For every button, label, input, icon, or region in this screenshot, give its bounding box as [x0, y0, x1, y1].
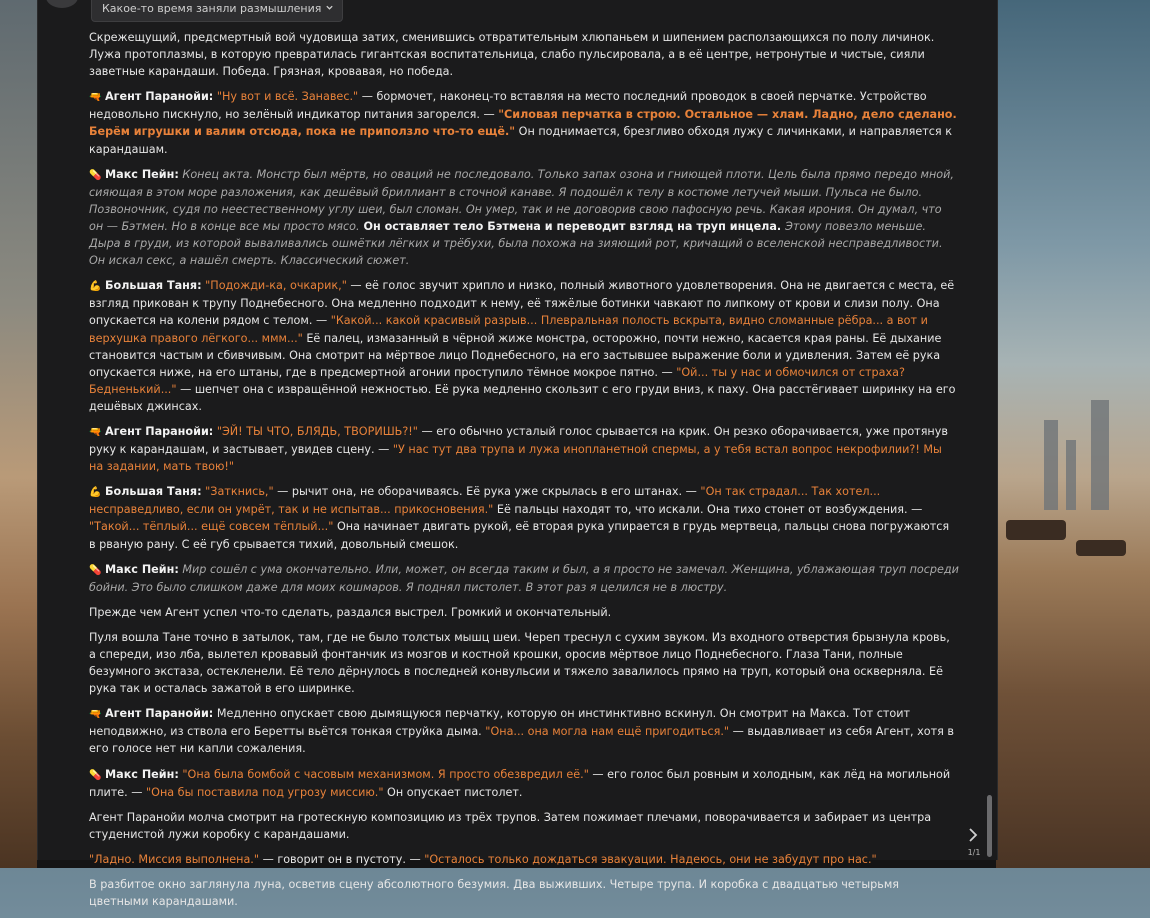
pill-icon: 💊: [89, 564, 102, 576]
background-spire: [1091, 400, 1109, 510]
pill-icon: 💊: [89, 769, 102, 781]
pistol-icon: 🔫: [89, 426, 102, 438]
page-counter: 1/1: [967, 848, 981, 857]
speaker-name: Макс Пейн:: [105, 767, 179, 781]
background-rock: [1006, 520, 1066, 540]
flexed-biceps-icon: 💪: [89, 487, 102, 499]
thinking-toggle-button[interactable]: [91, 0, 343, 22]
story-paragraph: 🔫 Агент Паранойи: "ЭЙ! ТЫ ЧТО, БЛЯДЬ, ТВОРИШЬ?!" — его обычно усталый голос срывается на крик. Он резко оборачивается, уже протянув руку к карандашам, и застывает, увидев сцену. — "У нас тут два трупа и лужа инопланетной спермы, а у тебя встал вопрос некрофилии?! Мы на задании, мать твою!": [89, 424, 948, 474]
story-paragraph: 💊 Макс Пейн: Мир сошёл с ума окончательно. Или, может, он всегда таким и был, а я просто не замечал. Женщина, ублажающая труп посреди бойни. Это было слишком даже для моих кошмаров. Я поднял пистолет. В этот раз я целился не в люстру.: [89, 562, 959, 594]
story-paragraph: 🔫 Агент Паранойи: Медленно опускает свою дымящуюся перчатку, которую он инстинктивно вскинул. Он смотрит на Макса. Тот стоит неподвижно, из ствола его Беретты вьётся тонкая струйка дыма. "Она... она могла нам ещё пригодиться." — выдавливает из себя Агент, хотя в его голосе нет ни капли сожаления.: [89, 707, 955, 756]
story-paragraph: Пуля вошла Тане точно в затылок, там, где не было толстых мышц шеи. Череп треснул с сухим звуком. Из входного отверстия брызнула кровь, а спереди, изо лба, вылетел кровавый фонтанчик из мозгов и костной крошки, оросив мёртвое лицо Поднебесного. Глаза Тани, полные безумного экстаза, остекленели. Её тело дёрнулось в последней конвульсии и тяжело завалилось прямо на труп, который она оскверняла. Её рука так и осталась зажатой в его ширинке.: [89, 630, 950, 696]
story-paragraph: Скрежещущий, предсмертный вой чудовища затих, сменившись отвратительным хлюпаньем и шипением расползающихся по полу личинок. Лужа протоплазмы, в которую превратилась гигантская воспитательница, слабо пульсировала, а в её центре, нетронутые и чистые, сияли заветные карандаши. Победа. Грязная, кровавая, но победа.: [89, 31, 935, 79]
story-paragraph: Прежде чем Агент успел что-то сделать, раздался выстрел. Громкий и окончательный.: [89, 605, 612, 619]
pistol-icon: 🔫: [89, 92, 102, 104]
story-paragraph: В разбитое окно заглянула луна, осветив сцену абсолютного безумия. Два выживших. Четыре трупа. И коробка с двадцатью четырьмя цветными карандашами.: [89, 878, 900, 909]
speaker-name: Агент Паранойи:: [105, 90, 214, 104]
background-left: [0, 0, 37, 868]
chevron-down-icon: [325, 0, 334, 20]
speaker-name: Макс Пейн:: [105, 167, 179, 181]
story-paragraph: 💊 Макс Пейн: Конец акта. Монстр был мёртв, но оваций не последовало. Только запах озона и гниющей плоти. Цель была прямо передо мной, сияющая в этом море разложения, как дешёвый бриллиант в сточной канаве. Я подошёл к телу в костюме летучей мыши. Пульса не было. Позвоночник, судя по неестественному углу шеи, был сломан. Он умер, так и не договорив свою пафосную речь. Какая ирония. Он думал, что он — Бэтмен. Но в конце все мы просто мясо. Он оставляет тело Бэтмена и переводит взгляд на труп инцела. Этому повезло меньше. Дыра в груди, из которой вываливались ошмётки лёгких и трёбухи, была похожа на зияющий рот, кричащий о вселенской несправедливости. Он искал секс, а нашёл смерть. Классический сюжет.: [89, 167, 954, 268]
story-paragraph: 💪 Большая Таня: "Заткнись," — рычит она, не оборачиваясь. Её рука уже скрылась в его штанах. — "Он так страдал... Так хотел... несправедливо, если он умрёт, так и не испытав... прикосновения." Её пальцы находят то, что искали. Она тихо стонет от возбуждения. — "Такой... тёплый... ещё совсем тёплый..." Она начинает двигать рукой, её вторая рука упирается в грудь мертвеца, пальцы снова погружаются в рваную рану. С её губ срывается тихий, довольный смешок.: [89, 485, 950, 551]
story-paragraph: 💪 Большая Таня: "Подожди-ка, очкарик," — её голос звучит хрипло и низко, полный животного удовлетворения. Она не двигается с места, её взгляд прикован к трупу Поднебесного. Она медленно подходит к нему, её тяжёлые ботинки чавкают по липкому от крови и слизи полу. Она опускается на колени рядом с телом. — "Какой... какой красивый разрыв... Плевральная полость вскрыта, видно сломанные рёбра... а вот и верхушка правого лёгкого... ммм..." Её палец, измазанный в чёрной жиже монстра, осторожно, почти нежно, касается края раны. Её дыхание становится частым и сбивчивым. Она смотрит на мёртвое лицо Поднебесного, на его застывшее выражение боли и удивления. Затем её рука опускается ниже, на его штаны, где в предсмертной агонии проступило тёмное мокрое пятно. — "Ой... ты у нас и обмочился от страха? Бедненький..." — шепчет она с извращённой нежностью. Её рука медленно скользит с его груди вниз, к паху. Она расстёгивает ширинку на его дешёвых джинсах.: [89, 279, 956, 413]
speaker-name: Агент Паранойи:: [105, 707, 214, 721]
background-spire: [1066, 440, 1076, 510]
background-right: [996, 0, 1150, 868]
speaker-name: Большая Таня:: [105, 279, 202, 293]
background-spire: [1044, 420, 1058, 510]
message-content: [89, 29, 959, 918]
speaker-name: Большая Таня:: [105, 485, 202, 499]
scrollbar-thumb[interactable]: [987, 795, 992, 857]
speaker-name: Агент Паранойи:: [105, 424, 214, 438]
background-rock: [1076, 540, 1126, 556]
story-paragraph: "Ладно. Миссия выполнена." — говорит он в пустоту. — "Осталось только дождаться эвакуации. Надеюсь, они не забудут про нас.": [89, 852, 877, 866]
story-paragraph: 🔫 Агент Паранойи: "Ну вот и всё. Занавес." — бормочет, наконец-то вставляя на место последний проводок в своей перчатке. Устройство недовольно пискнуло, но зелёный индикатор питания загорелся. — "Силовая перчатка в строю. Остальное — хлам. Ладно, дело сделано. Берём игрушки и валим отсюда, пока не приползло что-то ещё." Он поднимается, брезгливо обходя лужу с личинками, и направляется к карандашам.: [89, 90, 957, 156]
next-page-button[interactable]: [962, 825, 984, 847]
pistol-icon: 🔫: [89, 709, 102, 721]
thinking-toggle-label: Какое-то время заняли размышления: [102, 2, 322, 15]
flexed-biceps-icon: 💪: [89, 281, 102, 293]
speaker-name: Макс Пейн:: [105, 562, 179, 576]
story-paragraph: 💊 Макс Пейн: "Она была бомбой с часовым механизмом. Я просто обезвредил её." — его голос был ровным и холодным, как лёд на могильной плите. — "Она бы поставила под угрозу миссию." Он опускает пистолет.: [89, 767, 951, 799]
chevron-right-icon: [966, 824, 980, 848]
pill-icon: 💊: [89, 169, 102, 181]
story-paragraph: Агент Паранойи молча смотрит на гротескную композицию из трёх трупов. Затем пожимает плечами, поворачивается и забирает из центра студенистой лужи коробку с карандашами.: [89, 810, 932, 841]
